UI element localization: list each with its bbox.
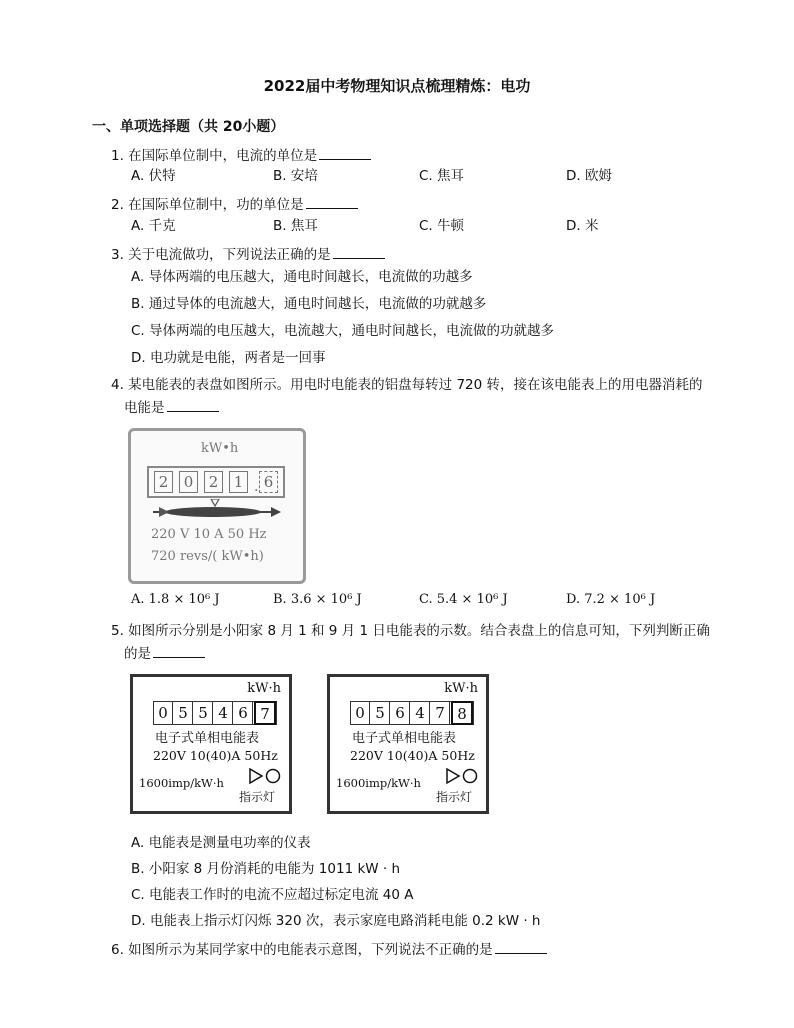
section-heading: 一、单项选择题（共 20小题） — [92, 119, 285, 135]
q5-option-d[interactable]: D. 电能表上指示灯闪烁 320 次，表示家庭电路消耗电能 0.2 kW · h — [131, 913, 541, 929]
meter-spec-rating: 220 V 10 A 50 Hz — [151, 527, 267, 542]
question-1-stem: 1. 在国际单位制中，电流的单位是 — [111, 144, 371, 164]
question-4-stem-line1: 4. 某电能表的表盘如图所示。用电时电能表的铝盘每转过 720 转，接在该电能表上的用电器消耗的 — [111, 377, 703, 393]
q1-option-a[interactable]: A. 伏特 — [131, 168, 176, 184]
q4-option-c[interactable]: C. 5.4 × 10⁶ J — [419, 592, 508, 607]
meter-decimal-digit: 6 — [259, 471, 278, 493]
meter-digit: 2 — [154, 471, 173, 493]
q4-option-d[interactable]: D. 7.2 × 10⁶ J — [566, 592, 656, 607]
energy-meter-figure — [128, 428, 306, 584]
meter-digit-window — [350, 701, 474, 725]
meter-imp-constant: 1600imp/kW·h — [336, 776, 421, 790]
meter-spec-rating: 220V 10(40)A 50Hz — [350, 748, 475, 763]
q3-option-d[interactable]: D. 电功就是电能，两者是一回事 — [131, 350, 326, 366]
meter-name: 电子式单相电能表 — [352, 731, 457, 746]
meter-digit: 4 — [411, 702, 430, 724]
indicator-label: 指示灯 — [436, 790, 473, 804]
q3-option-c[interactable]: C. 导体两端的电压越大，电流越大，通电时间越长，电流做的功就越多 — [131, 323, 555, 339]
meter-decimal-digit: 7 — [254, 701, 276, 725]
meter-digit: 2 — [204, 471, 223, 493]
q1-option-c[interactable]: C. 焦耳 — [419, 168, 465, 184]
meter-unit: kW·h — [444, 681, 478, 696]
answer-blank — [153, 645, 205, 658]
q4-option-b[interactable]: B. 3.6 × 10⁶ J — [273, 592, 362, 607]
q3-option-a[interactable]: A. 导体两端的电压越大，通电时间越长，电流做的功越多 — [131, 269, 473, 285]
answer-blank — [333, 246, 385, 259]
decimal-point: . — [254, 479, 259, 495]
indicator-light-icon — [248, 766, 282, 786]
meter-digit: 7 — [431, 702, 450, 724]
q2-option-c[interactable]: C. 牛顿 — [419, 218, 465, 234]
meter-digit: 5 — [174, 702, 193, 724]
answer-blank — [167, 399, 219, 412]
meter-digit: 5 — [371, 702, 390, 724]
answer-blank — [495, 941, 547, 954]
meter-digit: 0 — [154, 702, 173, 724]
answer-blank — [319, 147, 371, 160]
question-4-stem-line2: 电能是 — [124, 396, 219, 416]
meter-name: 电子式单相电能表 — [155, 731, 260, 746]
q5-option-a[interactable]: A. 电能表是测量电功率的仪表 — [131, 835, 311, 851]
meter-digit: 4 — [214, 702, 233, 724]
question-6-stem: 6. 如图所示为某同学家中的电能表示意图，下列说法不正确的是 — [111, 938, 547, 958]
meter-digit: 6 — [391, 702, 410, 724]
q3-option-b[interactable]: B. 通过导体的电流越大，通电时间越长，电流做的功就越多 — [131, 296, 487, 312]
indicator-light-icon — [445, 766, 479, 786]
question-5-stem-line1: 5. 如图所示分别是小阳家 8 月 1 和 9 月 1 日电能表的示数。结合表盘上的信息可知，下列判断正确 — [111, 623, 710, 639]
q5-option-b[interactable]: B. 小阳家 8 月份消耗的电能为 1011 kW · h — [131, 861, 401, 877]
meter-digit: 6 — [234, 702, 253, 724]
indicator-label: 指示灯 — [239, 790, 276, 804]
meter-digit-window — [153, 701, 277, 725]
question-3-stem: 3. 关于电流做功，下列说法正确的是 — [111, 243, 385, 263]
meter-unit: kW·h — [247, 681, 281, 696]
question-2-stem: 2. 在国际单位制中，功的单位是 — [111, 193, 358, 213]
rotating-disc-icon — [153, 499, 283, 525]
meter-digit-window — [147, 466, 285, 498]
meter-decimal-digit: 8 — [451, 701, 473, 725]
q1-option-d[interactable]: D. 欧姆 — [566, 168, 612, 184]
q1-option-b[interactable]: B. 安培 — [273, 168, 318, 184]
meter-digit: 0 — [351, 702, 370, 724]
meter-digit: 0 — [179, 471, 198, 493]
q2-option-d[interactable]: D. 米 — [566, 218, 599, 234]
question-5-stem-line2: 的是 — [124, 642, 205, 662]
meter-digit: 1 — [229, 471, 248, 493]
q2-option-b[interactable]: B. 焦耳 — [273, 218, 318, 234]
q4-option-a[interactable]: A. 1.8 × 10⁶ J — [131, 592, 220, 607]
meter-digit: 5 — [194, 702, 213, 724]
energy-meter-aug-1 — [130, 674, 292, 814]
q2-option-a[interactable]: A. 千克 — [131, 218, 176, 234]
q5-option-c[interactable]: C. 电能表工作时的电流不应超过标定电流 40 A — [131, 887, 414, 903]
meter-spec-rating: 220V 10(40)A 50Hz — [153, 748, 278, 763]
page-title: 2022届中考物理知识点梳理精炼：电功 — [263, 77, 531, 95]
meter-spec-revs: 720 revs/( kW•h) — [151, 549, 264, 564]
answer-blank — [306, 196, 358, 209]
meter-imp-constant: 1600imp/kW·h — [139, 776, 224, 790]
energy-meter-sep-1 — [327, 674, 489, 814]
meter-unit: kW•h — [201, 441, 239, 456]
